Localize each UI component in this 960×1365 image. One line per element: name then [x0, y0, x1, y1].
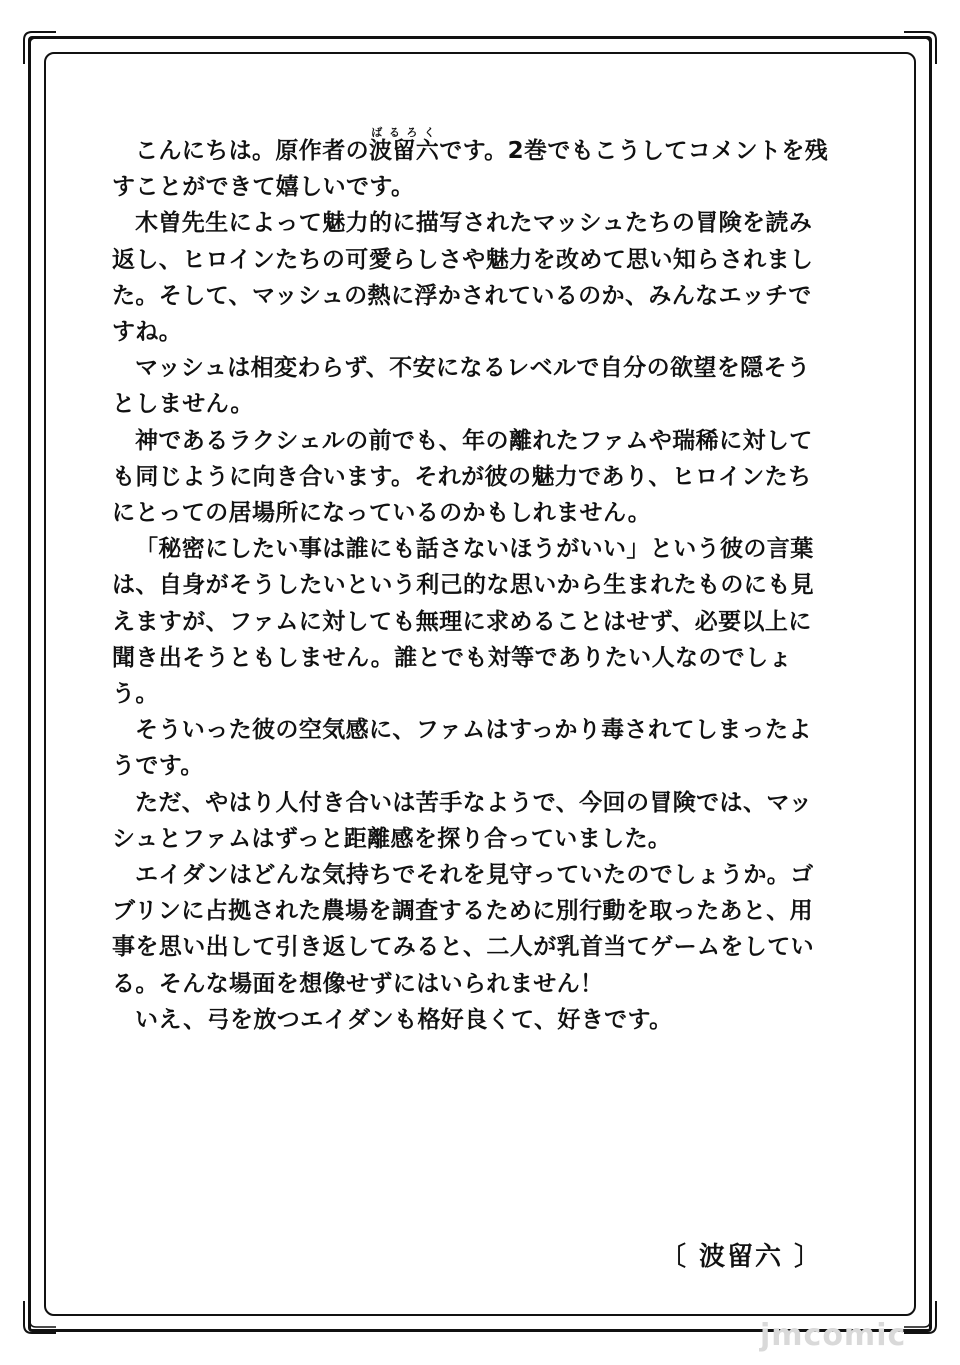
comment-paragraph: 「秘密にしたい事は誰にも話さないほうがいい」という彼の言葉は、自身がそうしたいという利己的な思いから生まれたものにも見えますが、ファムに対しても無理に求めることはせず、必要以上に聞き出そうともしません。誰とでも対等でありたい人なのでしょう。 — [112, 536, 814, 708]
comment-paragraph: 神であるラクシェルの前でも、年の離れたファムや瑞稀に対しても同じように向き合います。それが彼の魅力であり、ヒロインたちにとっての居場所になっているのかもしれません。 — [112, 427, 813, 527]
watermark: jmcomic — [760, 1318, 907, 1353]
comment-paragraph: 木曽先生によって魅力的に描写されたマッシュたちの冒険を読み返し、ヒロインたちの可愛らしさや魅力を改めて思い知らされました。そして、マッシュの熱に浮かされているのか、みんなエッチですね。 — [112, 210, 814, 346]
comment-paragraph: ただ、やはり人付き合いは苦手なようで、今回の冒険では、マッシュとファムはずっと距離感を探り合っていました。 — [112, 789, 813, 852]
comment-text: こんにちは。原作者の — [135, 138, 369, 164]
comment-paragraph: いえ、弓を放つエイダンも格好良くて、好きです。 — [135, 1006, 673, 1033]
author-signature: 〔 波留六 〕 — [660, 1242, 823, 1272]
comment-paragraph: そういった彼の空気感に、ファムはすっかり毒されてしまったようです。 — [112, 717, 812, 780]
comment-text: です。2巻でもこうしてコメントを残すことができて嬉しいです。 — [112, 138, 829, 201]
author-name-inline: 波留六ばるろく — [369, 126, 440, 164]
author-comment-body — [112, 126, 832, 1038]
comment-paragraph: エイダンはどんな気持ちでそれを見守っていたのでしょうか。ゴブリンに占拠された農場を調査するために別行動を取ったあと、用事を思い出して引き返してみると、二人が乳首当てゲームをしている。そんな場面を想像せずにはいられません！ — [112, 862, 814, 997]
furigana: ばるろく — [369, 126, 440, 139]
comment-paragraph: マッシュは相変わらず、不安になるレベルで自分の欲望を隠そうとしません。 — [112, 355, 811, 418]
comment-paragraph — [112, 126, 832, 205]
